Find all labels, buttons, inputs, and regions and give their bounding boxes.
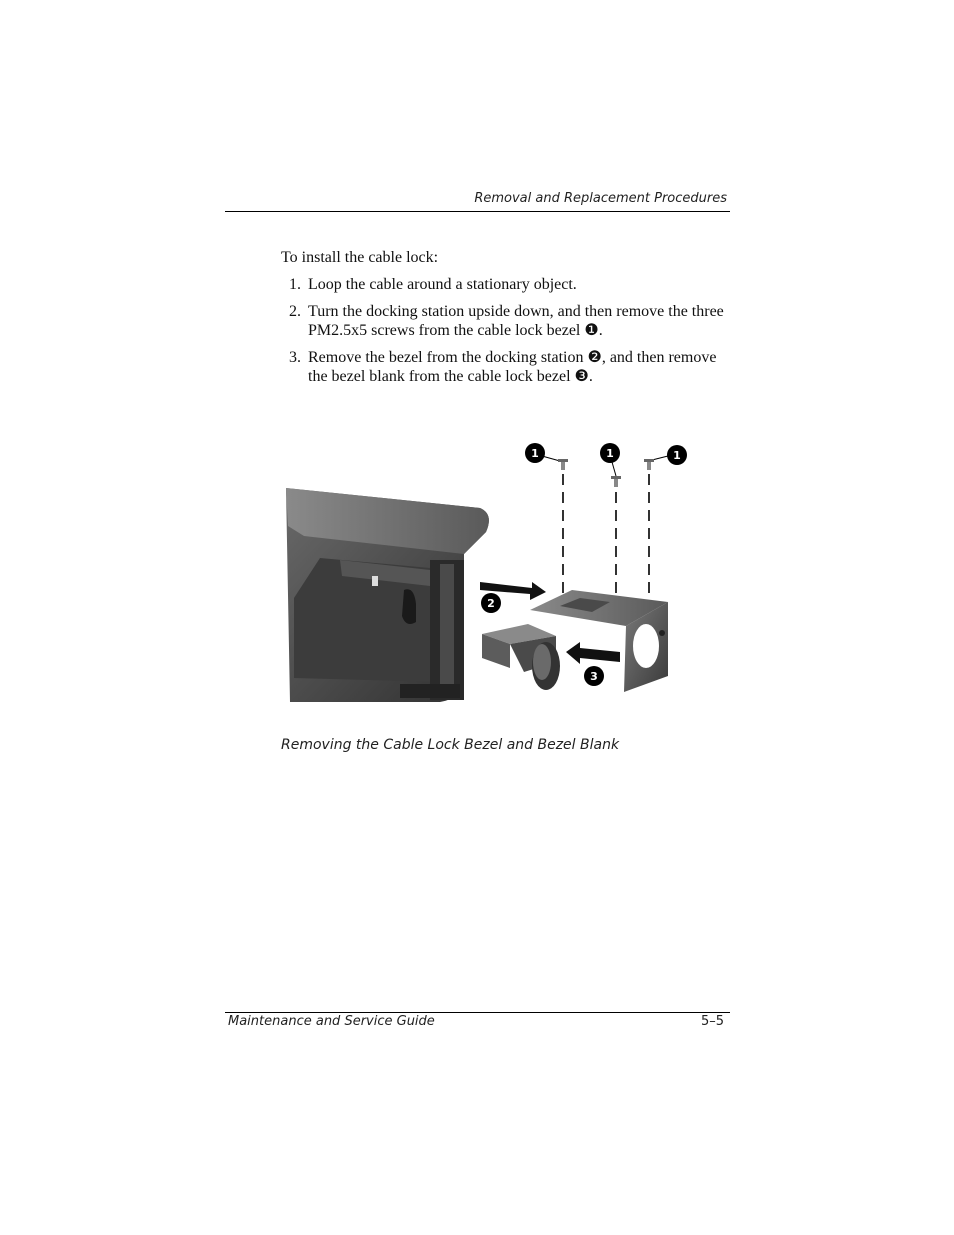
step-number: 3. — [289, 349, 301, 366]
intro-text: To install the cable lock: — [281, 249, 439, 266]
callout-1a: 1 — [531, 447, 539, 460]
callout-1c: 1 — [673, 449, 681, 462]
arrow-callout-3 — [566, 642, 620, 686]
step-number: 2. — [289, 303, 301, 320]
header-rule — [225, 211, 730, 212]
step-text: Remove the bezel from the docking station ❷, and then remove the bezel blank from the cable lock bezel ❸. — [308, 349, 717, 385]
step-number: 1. — [289, 276, 301, 293]
step-2 — [289, 302, 734, 340]
step-text: Loop the cable around a stationary object. — [308, 276, 577, 293]
step-3 — [289, 348, 734, 386]
screw-callouts — [525, 443, 687, 476]
running-header: Removal and Replacement Procedures — [474, 191, 727, 206]
docking-station — [286, 488, 489, 702]
footer-guide-title: Maintenance and Service Guide — [228, 1014, 435, 1029]
step-1 — [289, 275, 734, 294]
figure-caption: Removing the Cable Lock Bezel and Bezel Blank — [281, 737, 620, 753]
bezel-blank — [482, 624, 560, 690]
step-text: Turn the docking station upside down, and then remove the three PM2.5x5 screws from the cable lock bezel ❶. — [308, 303, 724, 339]
cable-lock-bezel-illustration — [280, 430, 700, 720]
steps-list — [289, 275, 734, 394]
footer-rule — [225, 1012, 730, 1013]
page-number: 5–5 — [700, 1014, 724, 1029]
callout-1b: 1 — [606, 447, 614, 460]
callout-3: 3 — [590, 670, 598, 683]
callout-2: 2 — [487, 597, 495, 610]
screws — [558, 459, 654, 612]
